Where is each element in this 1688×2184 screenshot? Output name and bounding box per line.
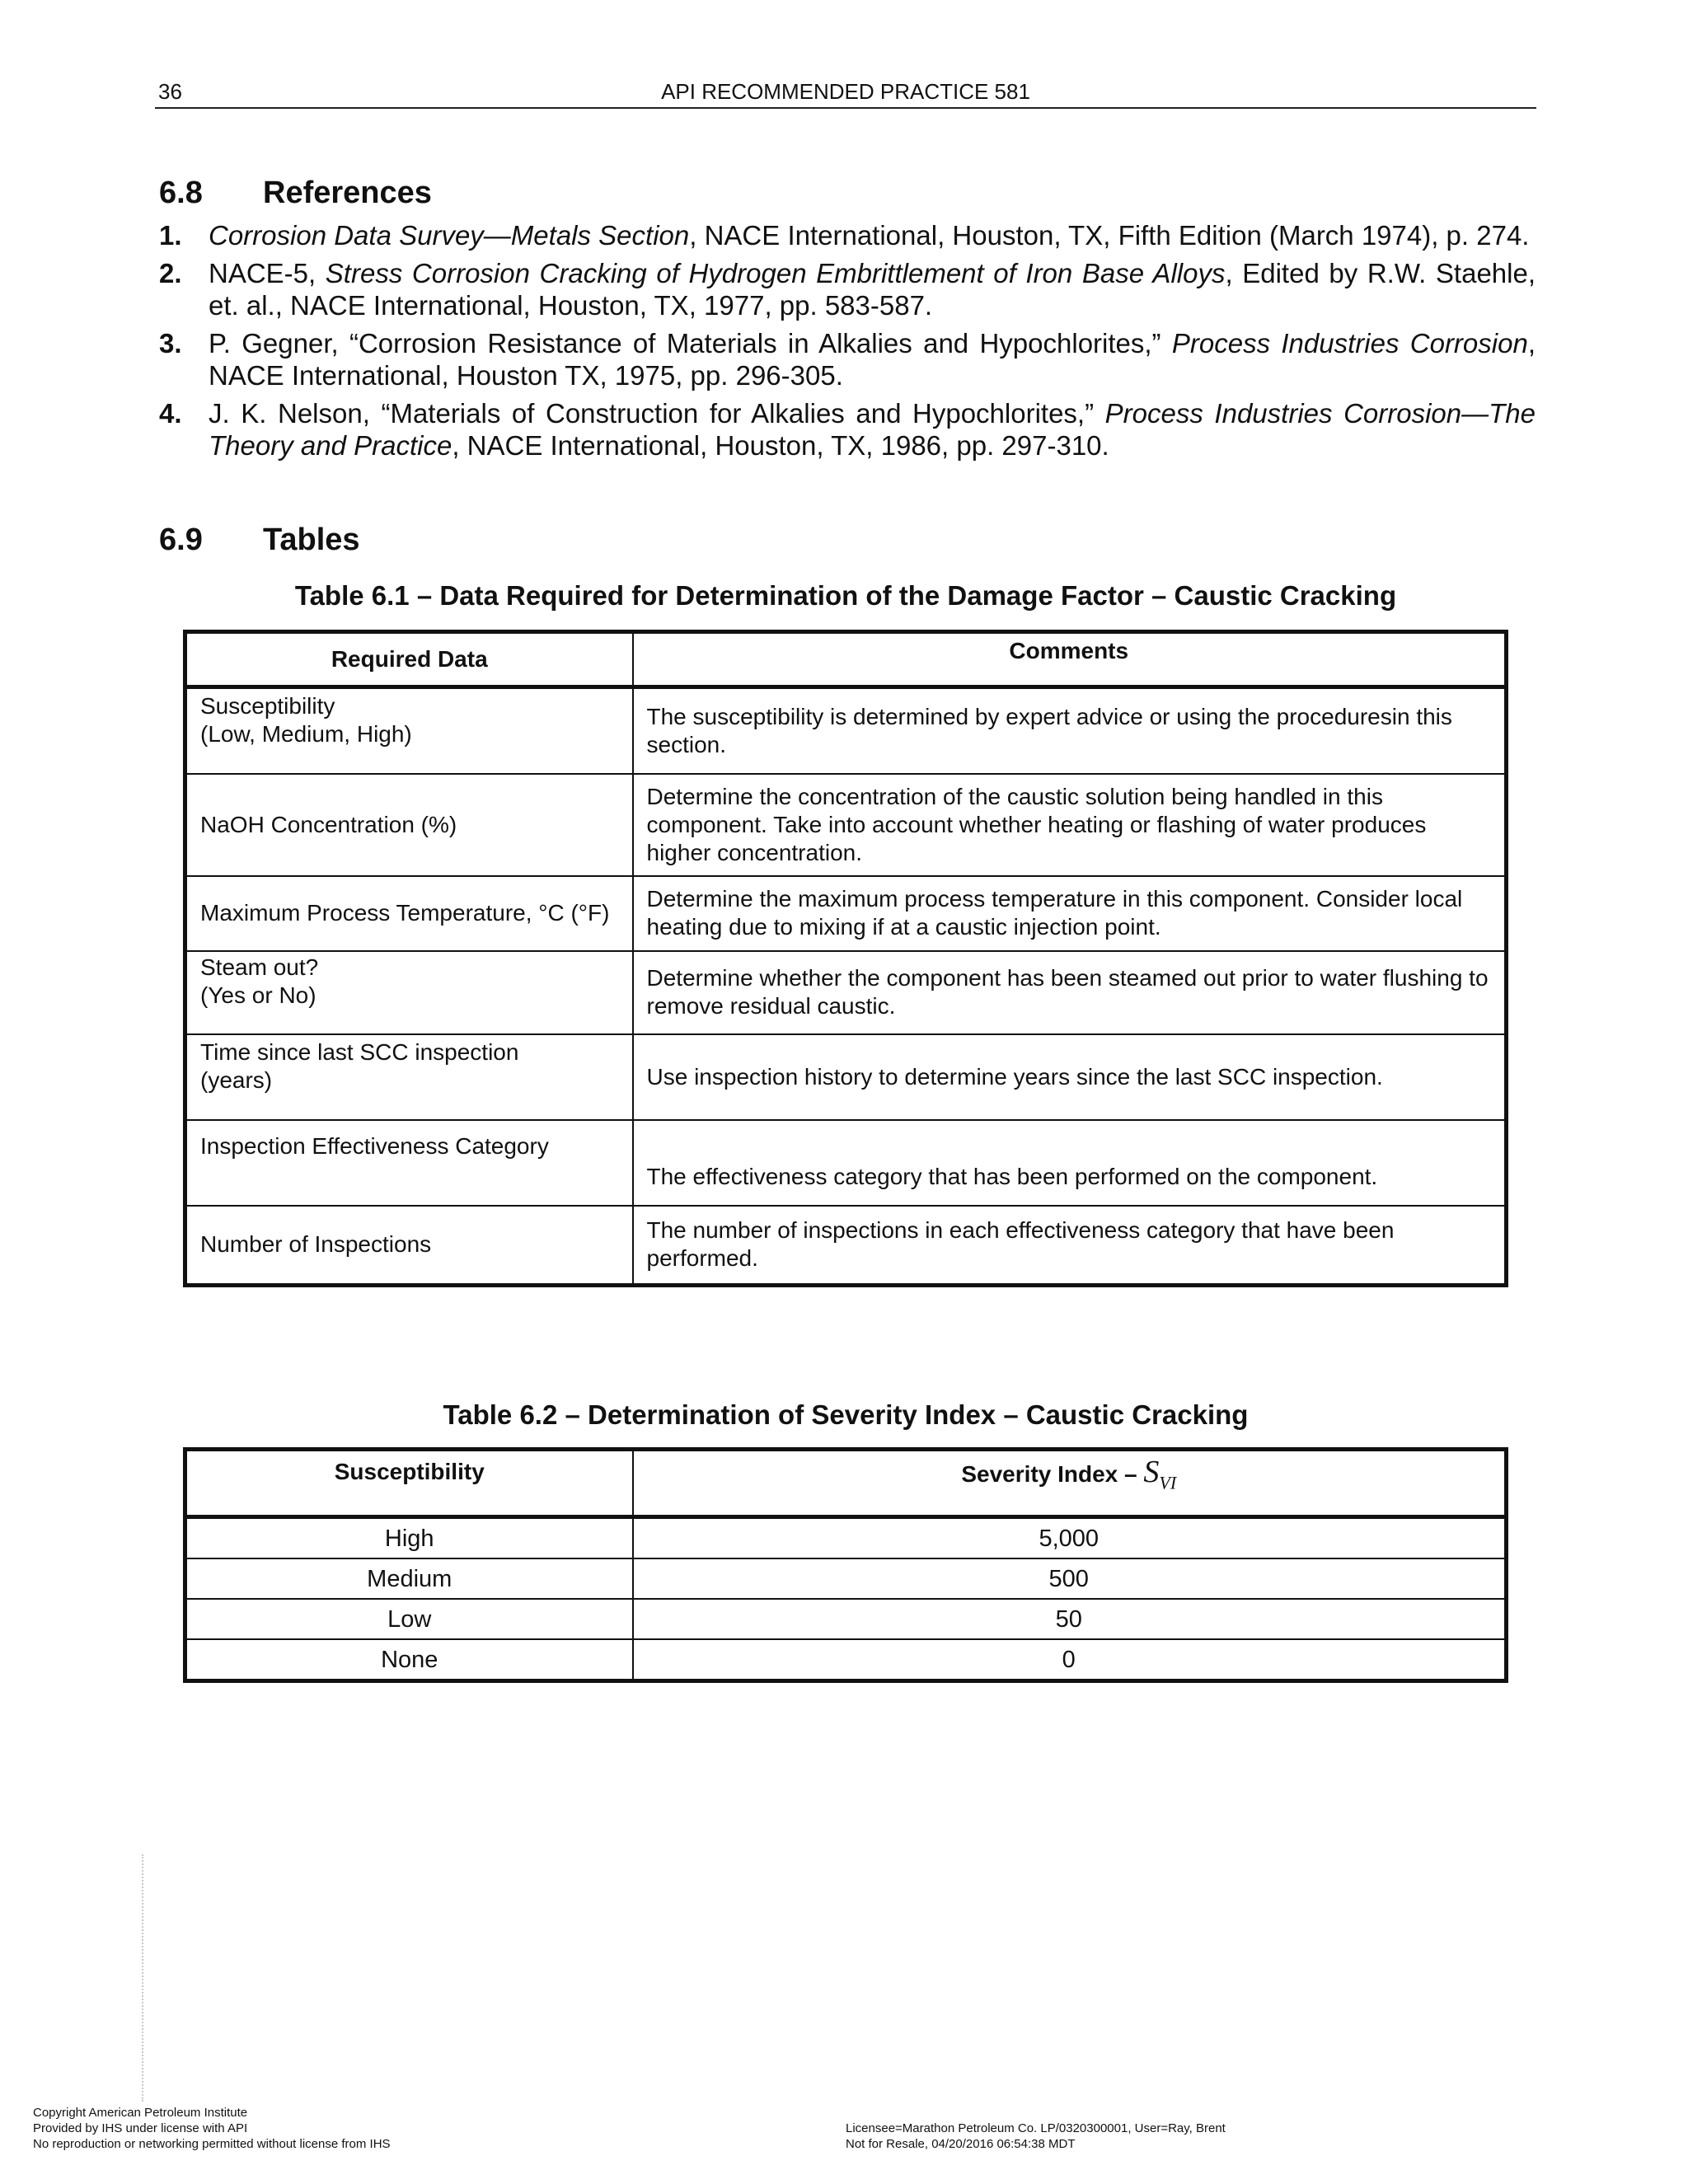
comment-cell: The effectiveness category that has been performed on the component.: [633, 1120, 1507, 1206]
reference-item: [159, 327, 1536, 391]
references-section-title: References: [263, 176, 432, 210]
susceptibility-cell: High: [185, 1517, 633, 1559]
table-header-row: [185, 1450, 1507, 1517]
column-header-comments: Comments: [633, 632, 1507, 687]
table2-severity-index: [183, 1447, 1508, 1683]
column-header-required-data: Required Data: [185, 632, 633, 687]
reference-number: 4.: [159, 398, 182, 429]
required-data-cell: [185, 774, 633, 876]
required-data-cell: [185, 1034, 633, 1120]
footer-line: Copyright American Petroleum Institute: [33, 2106, 248, 2120]
table1-caption: Table 6.1 – Data Required for Determination of the Damage Factor – Caustic Cracking: [294, 580, 1397, 611]
severity-index-cell: 5,000: [633, 1517, 1507, 1559]
table-row: [185, 1034, 1507, 1120]
table-row: [185, 1206, 1507, 1286]
required-data-sublabel: (Low, Medium, High): [200, 721, 412, 747]
table-row: [185, 1639, 1507, 1681]
reference-item: [159, 397, 1536, 462]
severity-index-label: Severity Index –: [961, 1461, 1137, 1487]
table-row: [185, 774, 1507, 876]
reference-list: [159, 219, 1536, 467]
table-row: [185, 1558, 1507, 1599]
required-data-label: Inspection Effectiveness Category: [200, 1132, 549, 1159]
required-data-cell: [185, 687, 633, 774]
required-data-sublabel: (Yes or No): [200, 982, 316, 1008]
severity-index-cell: 50: [633, 1599, 1507, 1639]
reference-details: , NACE International, Houston, TX, 1986, pp. 297-310.: [452, 430, 1109, 461]
footer-copyright: [33, 2105, 391, 2152]
footer-licensee: [846, 2121, 1226, 2152]
running-title: API RECOMMENDED PRACTICE 581: [661, 79, 1030, 104]
footer-line: No reproduction or networking permitted without license from IHS: [33, 2137, 391, 2151]
reference-details: , NACE International, Houston TX, 1975, pp. 296-305.: [209, 328, 1536, 391]
column-header-susceptibility: Susceptibility: [185, 1450, 633, 1517]
tables-section-title: Tables: [263, 523, 360, 557]
comment-cell: Use inspection history to determine years since the last SCC inspection.: [633, 1034, 1507, 1120]
table-row: [185, 1517, 1507, 1559]
table-row: [185, 1599, 1507, 1639]
susceptibility-cell: Medium: [185, 1558, 633, 1599]
footer-line: Not for Resale, 04/20/2016 06:54:38 MDT: [846, 2137, 1076, 2151]
required-data-cell: [185, 951, 633, 1034]
required-data-label: Number of Inspections: [200, 1231, 432, 1258]
susceptibility-cell: Low: [185, 1599, 633, 1639]
reference-number: 3.: [159, 328, 182, 359]
required-data-label: Steam out?: [200, 954, 319, 980]
comment-cell: Determine the concentration of the caustic solution being handled in this component. Take into account whether heating or flashing of water produces higher concentration.: [633, 774, 1507, 876]
table-row: [185, 687, 1507, 774]
reference-author: NACE-5,: [209, 258, 326, 288]
reference-item: [159, 257, 1536, 321]
required-data-cell: [185, 876, 633, 951]
reference-details: , Edited by R.W. Staehle, et. al., NACE International, Houston, TX, 1977, pp. 583-587.: [209, 258, 1536, 321]
column-header-severity-index: [633, 1450, 1507, 1517]
tables-heading: [159, 523, 360, 558]
required-data-label: Maximum Process Temperature, °C (°F): [200, 900, 610, 926]
svi-symbol-letter: S: [1143, 1455, 1160, 1489]
reference-title: Corrosion Data Survey—Metals Section: [209, 220, 690, 251]
table-row: [185, 951, 1507, 1034]
comment-cell: Determine whether the component has been steamed out prior to water flushing to remove residual caustic.: [633, 951, 1507, 1034]
margin-scan-marks: [142, 1854, 150, 2102]
reference-details: , NACE International, Houston, TX, Fifth Edition (March 1974), p. 274.: [689, 220, 1530, 251]
comment-cell: The number of inspections in each effectiveness category that have been performed.: [633, 1206, 1507, 1286]
reference-item: [159, 219, 1536, 251]
footer-line: Provided by IHS under license with API: [33, 2121, 248, 2135]
required-data-label: NaOH Concentration (%): [200, 811, 457, 837]
reference-author: J. K. Nelson, “Materials of Construction for Alkalies and Hypochlorites,”: [209, 398, 1105, 429]
footer-line: Licensee=Marathon Petroleum Co. LP/0320300001, User=Ray, Brent: [846, 2121, 1226, 2135]
reference-number: 2.: [159, 258, 182, 288]
required-data-cell: [185, 1206, 633, 1286]
required-data-cell: [185, 1120, 633, 1206]
comment-cell: The susceptibility is determined by expert advice or using the proceduresin this section.: [633, 687, 1507, 774]
svi-symbol-subscript: VI: [1159, 1472, 1177, 1493]
table1-required-data: [183, 630, 1508, 1287]
severity-index-cell: 0: [633, 1639, 1507, 1681]
reference-title: Process Industries Corrosion: [1171, 328, 1528, 359]
tables-section-number: 6.9: [159, 523, 203, 557]
page-number: 36: [158, 79, 182, 104]
table-row: [185, 1120, 1507, 1206]
page-header: [155, 77, 1536, 109]
references-section-number: 6.8: [159, 176, 203, 210]
severity-index-cell: 500: [633, 1558, 1507, 1599]
comment-cell: Determine the maximum process temperature in this component. Consider local heating due to mixing if at a caustic injection point.: [633, 876, 1507, 951]
svi-symbol: [1143, 1455, 1177, 1493]
references-heading: [159, 176, 432, 211]
reference-author: P. Gegner, “Corrosion Resistance of Materials in Alkalies and Hypochlorites,”: [209, 328, 1172, 359]
table2-caption: Table 6.2 – Determination of Severity Index – Caustic Cracking: [443, 1399, 1249, 1430]
table-header-row: [185, 632, 1507, 687]
reference-title: Stress Corrosion Cracking of Hydrogen Embrittlement of Iron Base Alloys: [325, 258, 1226, 288]
reference-number: 1.: [159, 220, 182, 251]
table-row: [185, 876, 1507, 951]
required-data-label: Susceptibility: [200, 693, 335, 719]
required-data-sublabel: (years): [200, 1066, 273, 1093]
reference-title: Process Industries Corrosion—The Theory and Practice: [209, 398, 1536, 461]
required-data-label: Time since last SCC inspection: [200, 1038, 519, 1065]
susceptibility-cell: None: [185, 1639, 633, 1681]
